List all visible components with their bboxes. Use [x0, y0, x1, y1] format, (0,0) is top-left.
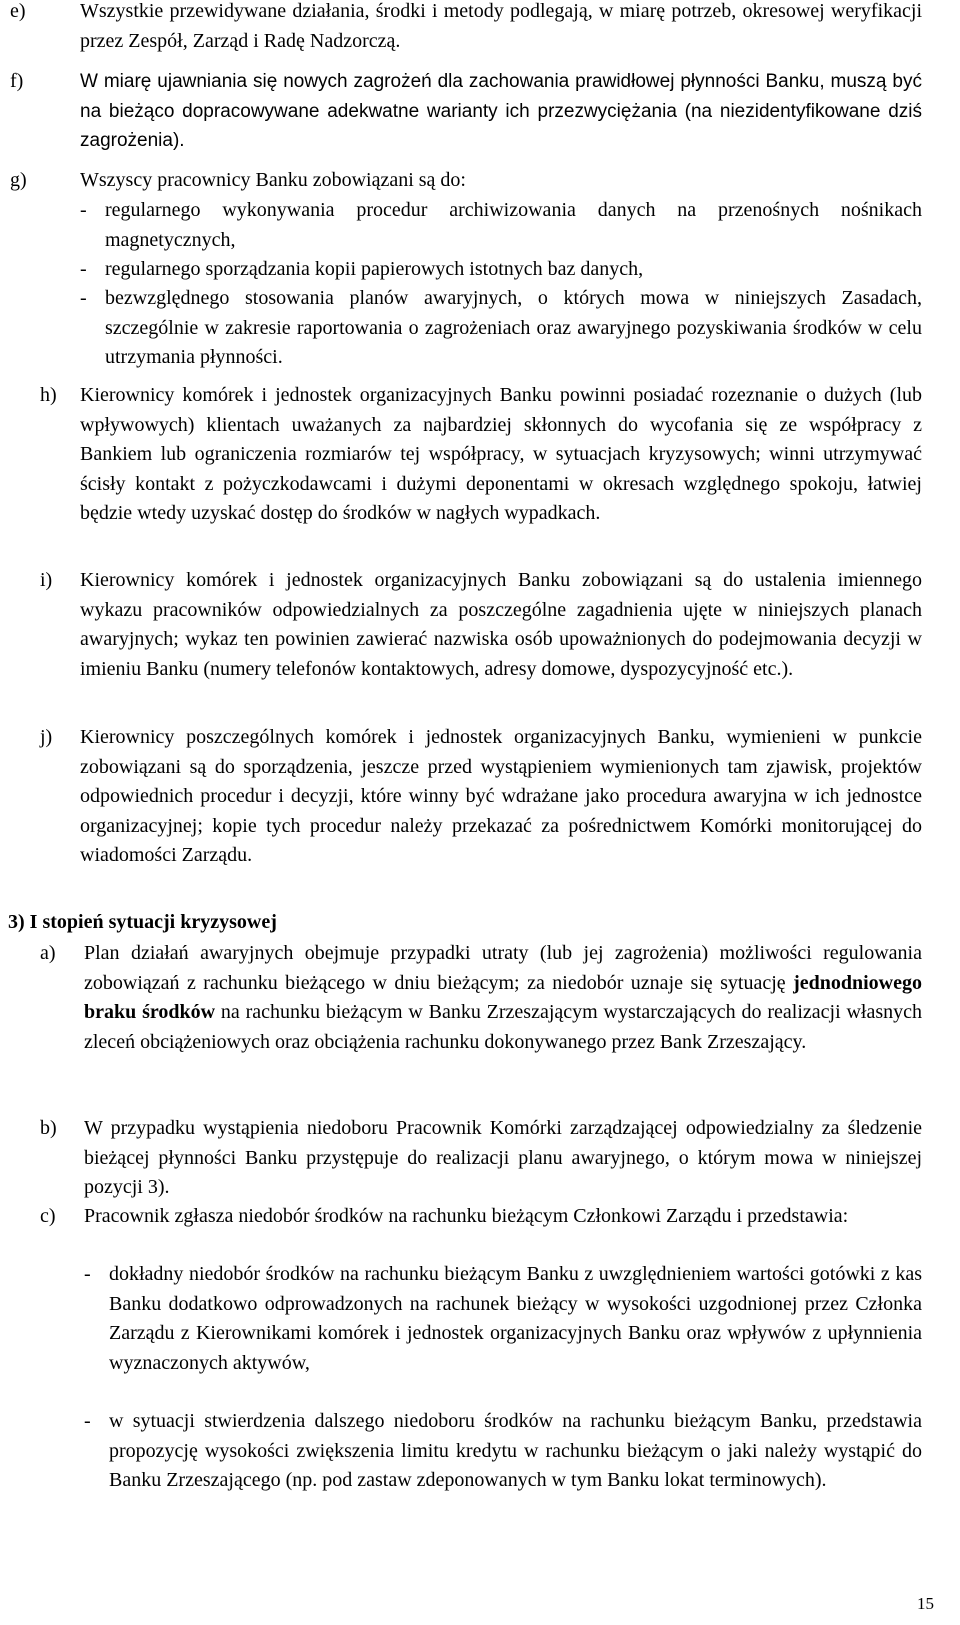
item-j-text: Kierownicy poszczególnych komórek i jednostek organizacyjnych Banku, wymienieni w punkcie zobowiązani są do sporządzenia, jeszcze przed wystąpieniem wymienionych tam zjawisk, projektów odpowiednich procedur i decyzji, które winny być wdrażane jako procedura awaryjna w ich jednostce organizacyjnej; kopie tych procedur należy przekazać za pośrednictwem Komórki monitorującej do wiadomości Zarządu. [80, 726, 922, 866]
item-g-bullet-3: bezwzględnego stosowania planów awaryjnych, o których mowa w niniejszych Zasadach, szczególnie w zakresie raportowania o zagrożeniach oraz awaryjnego pozyskiwania środków w celu utrzymania płynności. [105, 287, 922, 368]
item-i-text: Kierownicy komórek i jednostek organizacyjnych Banku zobowiązani są do ustalenia imiennego wykazu pracowników odpowiedzialnych za poszczególne zagadnienia ujęte w niniejszych planach awaryjnych; wykaz ten powinien zawierać nazwiska osób upoważnionych do podejmowania decyzji w imieniu Banku (numery telefonów kontaktowych, adresy domowe, dyspozycyjność etc.). [80, 569, 922, 680]
item-3a-text [84, 939, 922, 1057]
item-3a-text-part1: Plan działań awaryjnych obejmuje przypadki utraty (lub jej zagrożenia) możliwości regulowania zobowiązań z rachunku bieżącego w dniu bieżącym; za niedobór uznaje się sytuację [84, 942, 922, 994]
item-3c-bullet-1: dokładny niedobór środków na rachunku bieżącym Banku z uwzględnieniem wartości gotówki z kas Banku dodatkowo odprowadzonych na rachunek bieżący w wysokości uzgodnionej przez Członka Zarządu z Kierownikami komórek i jednostek organizacyjnych Banku oraz wpływów z upłynnienia wyznaczonych aktywów, [109, 1263, 922, 1374]
item-marker-e: e) [10, 0, 26, 22]
section-heading: 3) I stopień sytuacji kryzysowej [8, 911, 277, 933]
bullet-dash: - [80, 258, 87, 280]
bullet-dash: - [84, 1263, 91, 1285]
item-g-intro: Wszyscy pracownicy Banku zobowiązani są do: [80, 169, 466, 191]
item-f-text: W miarę ujawniania się nowych zagrożeń dla zachowania prawidłowej płynności Banku, muszą być na bieżąco dopracowywane adekwatne warianty ich przezwyciężania (na niezidentyfikowane dziś zagrożenia). [80, 71, 922, 151]
item-g-bullet-2: regularnego sporządzania kopii papierowych istotnych baz danych, [105, 258, 644, 280]
page-number: 15 [917, 1594, 934, 1613]
item-marker-3a: a) [40, 942, 56, 964]
item-marker-h: h) [40, 384, 57, 406]
bullet-dash: - [84, 1410, 91, 1432]
item-3b-text: W przypadku wystąpienia niedoboru Pracownik Komórki zarządzającej odpowiedzialny za śledzenie bieżącej płynności Banku przystępuje do realizacji planu awaryjnego, o którym mowa w niniejszej pozycji 3). [84, 1117, 922, 1198]
item-marker-g: g) [10, 169, 27, 191]
item-marker-3c: c) [40, 1205, 56, 1227]
item-marker-i: i) [40, 569, 53, 591]
item-3a-text-part2: na rachunku bieżącym w Banku Zrzeszającym wystarczających do realizacji własnych zleceń obciążeniowych oraz obciążenia rachunku dokonywanego przez Bank Zrzeszający. [84, 1001, 922, 1053]
item-e-text: Wszystkie przewidywane działania, środki i metody podlegają, w miarę potrzeb, okresowej weryfikacji przez Zespół, Zarząd i Radę Nadzorczą. [80, 0, 922, 52]
item-3c-bullet-2: w sytuacji stwierdzenia dalszego niedoboru środków na rachunku bieżącym Banku, przedstawia propozycję wysokości zwiększenia limitu kredytu w rachunku bieżącym o jaki należy wystąpić do Banku Zrzeszającego (np. pod zastaw zdeponowanych w tym Banku lokat terminowych). [109, 1410, 922, 1491]
item-marker-j: j) [40, 726, 53, 748]
item-h-text: Kierownicy komórek i jednostek organizacyjnych Banku powinni posiadać rozeznanie o dużych (lub wpływowych) klientach uważanych za najbardziej skłonnych do wycofania się ze współpracy z Bankiem lub ograniczenia rozmiarów tej współpracy, w sytuacjach kryzysowych; winni utrzymywać ścisły kontakt z pożyczkodawcami i dużymi deponentami w okresach względnego spokoju, łatwiej będzie wtedy uzyskać dostęp do środków w nagłych wypadkach. [80, 384, 922, 524]
item-g-bullet-1: regularnego wykonywania procedur archiwizowania danych na przenośnych nośnikach magnetycznych, [105, 199, 922, 251]
item-3c-intro: Pracownik zgłasza niedobór środków na rachunku bieżącym Członkowi Zarządu i przedstawia: [84, 1205, 849, 1227]
item-marker-f: f) [10, 70, 24, 92]
bullet-dash: - [80, 199, 87, 221]
bullet-dash: - [80, 287, 87, 309]
item-marker-3b: b) [40, 1117, 57, 1139]
item-3a-bold-phrase: jednodniowego braku środków [84, 971, 922, 1023]
